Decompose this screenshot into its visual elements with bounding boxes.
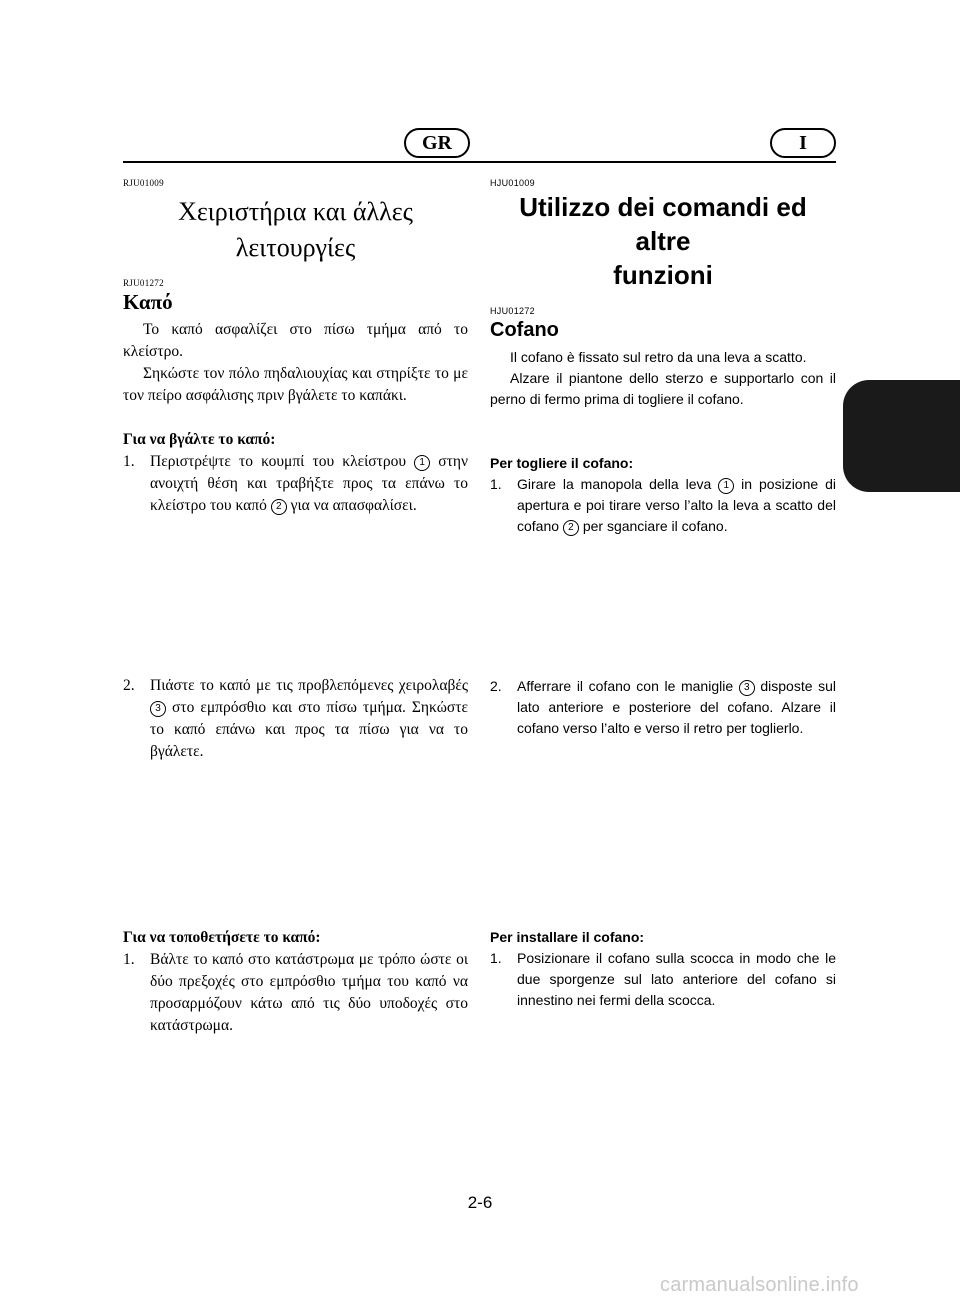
item-text: Βάλτε το καπό στο κατάστρωμα με τρόπο ώστε οι δύο πρεξοχές στο εμπρόσθιο τμήμα του καπό να προσαρμόζουν κάτω από τις δύο υποδοχές στο κατάστρωμα. [150,951,468,1034]
language-badge-it [770,128,836,158]
item-text: Afferrare il cofano con le maniglie [517,678,734,694]
list-number: 2. [123,677,135,694]
list-item [123,675,468,763]
paragraph: Σηκώστε τον πόλο πηδαλιουχίας και στηρίξτε το με τον πείρο ασφάλισης πριν βγάλετε το καπάκι. [123,365,468,404]
subsection-heading: Για να τοποθετήσετε το καπό: [123,929,321,946]
header-rule [123,161,836,163]
subsection-heading: Για να βγάλτε το καπό: [123,431,276,448]
ref-marker-3: 3 [150,701,166,717]
ref-marker-1: 1 [414,455,430,471]
list-number: 1. [123,951,135,968]
item-text: in posizione di apertura e poi tirare verso l’alto la leva a scatto del cofano [517,476,836,534]
chapter-title-line: Utilizzo dei comandi ed altre [519,192,807,256]
item-text: Πιάστε το καπό με τις προβλεπόμενες χειρολαβές [150,677,468,694]
chapter-title [123,194,468,266]
section-title: Καπό [123,290,173,314]
list-number: 1. [123,453,135,470]
subsection-heading: Per installare il cofano: [490,929,645,945]
site-watermark: carmanualsonline.info [660,1274,859,1296]
paragraph: Alzare il piantone dello sterzo e supportarlo con il perno di fermo prima di togliere il cofano. [490,370,836,407]
doc-code: RJU01272 [123,278,164,288]
chapter-title-line: funzioni [613,260,713,290]
italian-column [490,178,836,1008]
item-text: στην ανοιχτή θέση και τραβήξτε προς τα επάνω το κλείστρο του καπό [150,453,468,514]
item-text: στο εμπρόσθιο και στο πίσω τμήμα. Σηκώστε το καπό επάνω και προς τα πίσω για να το βγάλετε. [150,699,468,760]
install-block [123,927,468,1037]
chapter-title-line: λειτουργίες [235,233,356,262]
language-badge-gr [404,128,470,158]
list-number: 2. [490,678,502,694]
section-title: Cofano [490,319,559,341]
ref-marker-2: 2 [563,520,579,536]
ref-marker-3: 3 [739,680,755,696]
ref-marker-2: 2 [271,499,287,515]
item-text: Girare la manopola della leva [517,476,712,492]
language-code: I [799,131,807,154]
greek-column [123,178,468,1034]
item-text: per sganciare il cofano. [582,518,728,534]
chapter-title-line: Χειριστήρια και άλλες [178,197,413,226]
list-number: 1. [490,950,502,966]
paragraph: Το καπό ασφαλίζει στο πίσω τμήμα από το κλείστρο. [123,321,468,360]
ref-marker-1: 1 [718,478,734,494]
list-item [490,948,836,1011]
item-text: Περιστρέψτε το κουμπί του κλείστρου [150,453,407,470]
paragraph: Il cofano è fissato sul retro da una leva a scatto. [510,349,807,365]
doc-code: HJU01272 [490,306,535,316]
section-thumb-tab [843,380,960,492]
list-item [490,474,836,537]
list-item [123,949,468,1037]
doc-code: HJU01009 [490,178,535,188]
page-number: 2-6 [467,1193,493,1212]
item-text: για να απασφαλίσει. [290,497,417,514]
list-number: 1. [490,476,502,492]
install-block [490,927,836,1011]
list-item [123,451,468,517]
subsection-heading: Per togliere il cofano: [490,455,634,471]
language-code: GR [422,131,452,154]
doc-code: RJU01009 [123,178,164,188]
chapter-title [490,190,836,292]
list-item [490,676,836,739]
item-text: Posizionare il cofano sulla scocca in modo che le due sporgenze sul lato anteriore del cofano si innestino nei fermi della scocca. [517,950,836,1008]
item-text: disposte sul lato anteriore e posteriore del cofano. Alzare il cofano verso l’alto e verso il retro per toglierlo. [517,678,836,736]
